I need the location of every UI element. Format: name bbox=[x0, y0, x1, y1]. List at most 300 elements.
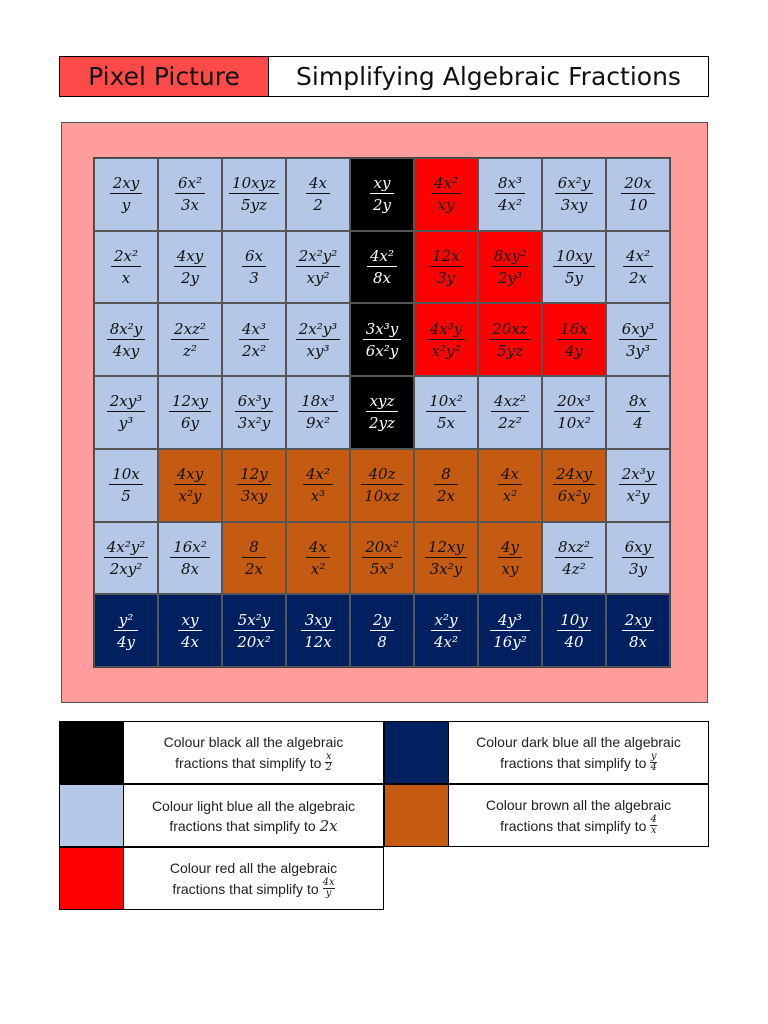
legend-item-black bbox=[59, 721, 384, 784]
grid-cell[interactable] bbox=[542, 449, 606, 522]
fraction-numerator: 2x³y bbox=[621, 465, 655, 484]
algebraic-fraction bbox=[619, 465, 658, 505]
grid-cell[interactable] bbox=[94, 303, 158, 376]
fraction-numerator: 12x bbox=[432, 247, 460, 266]
algebraic-fraction bbox=[111, 247, 141, 287]
fraction-bar bbox=[557, 339, 591, 340]
fraction-denominator: xy bbox=[501, 559, 519, 578]
fraction-denominator: 3y bbox=[628, 559, 647, 578]
grid-cell[interactable] bbox=[542, 303, 606, 376]
grid-cell[interactable] bbox=[222, 449, 286, 522]
legend-line2-text: fractions that simplify to bbox=[169, 817, 316, 834]
algebraic-fraction bbox=[429, 247, 463, 287]
grid-cell[interactable] bbox=[414, 522, 478, 595]
algebraic-fraction bbox=[239, 320, 269, 360]
grid-cell[interactable] bbox=[414, 376, 478, 449]
algebraic-fraction bbox=[301, 611, 335, 651]
fraction-denominator: 3x bbox=[180, 196, 199, 215]
fraction-denominator: 2y bbox=[372, 196, 392, 215]
fraction-bar bbox=[174, 484, 206, 485]
fraction-denominator: 5yz bbox=[241, 196, 267, 215]
legend-line2 bbox=[500, 815, 657, 836]
fraction-bar bbox=[298, 411, 338, 412]
fraction-numerator: 8x bbox=[628, 392, 647, 411]
grid-cell[interactable] bbox=[478, 231, 542, 304]
fraction-denominator: z² bbox=[183, 341, 197, 360]
fraction-bar bbox=[242, 557, 266, 558]
fraction-numerator: 20xz bbox=[492, 319, 528, 338]
fraction-denominator: 5yz bbox=[497, 341, 523, 360]
grid-cell[interactable] bbox=[542, 594, 606, 667]
algebraic-fraction bbox=[427, 320, 466, 360]
legend-item-dark-blue bbox=[384, 721, 709, 784]
target-fraction bbox=[650, 752, 656, 773]
fraction-denominator: y³ bbox=[118, 414, 134, 433]
fraction-denominator: 4y bbox=[564, 341, 583, 360]
algebraic-fraction bbox=[495, 174, 525, 214]
fraction-bar bbox=[229, 193, 279, 194]
fraction-bar bbox=[237, 484, 271, 485]
fraction-denominator: 10x² bbox=[557, 414, 591, 433]
grid-cell[interactable] bbox=[158, 522, 222, 595]
fraction-numerator: 4xy bbox=[176, 247, 204, 266]
fraction-bar bbox=[366, 411, 398, 412]
algebraic-fraction bbox=[303, 465, 333, 505]
algebraic-fraction bbox=[491, 247, 530, 287]
target-fraction bbox=[650, 815, 656, 836]
fraction-denominator: 5y bbox=[564, 269, 584, 288]
fraction-numerator: x²y bbox=[434, 610, 458, 629]
pixel-picture-title: Pixel Picture bbox=[59, 56, 269, 97]
fraction-denominator: 4x² bbox=[433, 632, 459, 651]
fraction-denominator: 6x²y bbox=[557, 487, 591, 506]
fraction-bar bbox=[111, 266, 141, 267]
algebraic-fraction bbox=[114, 611, 138, 651]
fraction-denominator: 3x²y bbox=[237, 414, 271, 433]
fraction-numerator: 20x³ bbox=[557, 392, 591, 411]
algebraic-fraction bbox=[175, 174, 205, 214]
fraction-denominator: 6x²y bbox=[365, 341, 399, 360]
target-denominator: y bbox=[325, 888, 332, 899]
fraction-numerator: 8xy² bbox=[493, 247, 527, 266]
grid-cell[interactable] bbox=[222, 522, 286, 595]
legend-instruction bbox=[124, 784, 384, 847]
algebraic-fraction bbox=[229, 174, 279, 214]
fraction-denominator: 3 bbox=[249, 269, 259, 288]
fraction-bar bbox=[301, 630, 335, 631]
fraction-denominator: 4z² bbox=[562, 559, 586, 578]
colour-swatch bbox=[59, 721, 124, 784]
fraction-numerator: 6x² bbox=[177, 174, 203, 193]
algebraic-fraction bbox=[491, 392, 529, 432]
target-fraction bbox=[325, 752, 331, 773]
colour-swatch bbox=[384, 784, 449, 847]
fraction-numerator: 8x³ bbox=[497, 174, 523, 193]
fraction-bar bbox=[175, 193, 205, 194]
algebraic-fraction bbox=[235, 392, 274, 432]
fraction-numerator: 2y bbox=[372, 610, 392, 629]
algebraic-fraction bbox=[171, 320, 209, 360]
fraction-bar bbox=[557, 630, 591, 631]
fraction-numerator: 4x bbox=[500, 465, 519, 484]
grid-cell[interactable] bbox=[158, 158, 222, 231]
algebraic-fraction bbox=[557, 320, 591, 360]
grid-cell[interactable] bbox=[158, 594, 222, 667]
grid-cell[interactable] bbox=[350, 376, 414, 449]
algebraic-fraction bbox=[363, 320, 402, 360]
fraction-denominator: x²y bbox=[626, 487, 650, 506]
fraction-bar bbox=[361, 484, 402, 485]
fraction-numerator: 2x² bbox=[113, 247, 139, 266]
algebraic-fraction bbox=[367, 247, 397, 287]
fraction-denominator: 3xy bbox=[240, 487, 268, 506]
grid-cell[interactable] bbox=[158, 303, 222, 376]
fraction-bar bbox=[363, 339, 402, 340]
algebraic-fraction bbox=[296, 247, 341, 287]
fraction-bar bbox=[169, 411, 211, 412]
fraction-denominator: 3xy bbox=[560, 196, 588, 215]
algebraic-fraction bbox=[370, 174, 394, 214]
algebraic-fraction bbox=[554, 392, 594, 432]
algebraic-fraction bbox=[622, 611, 654, 651]
fraction-denominator: x³ bbox=[310, 487, 326, 506]
fraction-bar bbox=[235, 411, 274, 412]
fraction-denominator: x²y² bbox=[431, 341, 461, 360]
fraction-bar bbox=[239, 339, 269, 340]
fraction-numerator: 20x² bbox=[365, 537, 399, 556]
fraction-numerator: 10x² bbox=[429, 392, 463, 411]
grid-cell[interactable] bbox=[350, 449, 414, 522]
legend-instruction bbox=[449, 721, 709, 784]
target-numerator: x bbox=[325, 751, 332, 762]
grid-cell[interactable] bbox=[350, 303, 414, 376]
algebraic-fraction bbox=[234, 611, 274, 651]
fraction-denominator: xy² bbox=[306, 269, 330, 288]
fraction-numerator: 4x² bbox=[305, 465, 331, 484]
grid-cell[interactable] bbox=[606, 231, 670, 304]
fraction-denominator: 8 bbox=[377, 632, 387, 651]
grid-cell[interactable] bbox=[414, 594, 478, 667]
fraction-bar bbox=[306, 557, 330, 558]
fraction-denominator: 2x² bbox=[241, 341, 267, 360]
grid-cell[interactable] bbox=[478, 449, 542, 522]
fraction-bar bbox=[555, 193, 594, 194]
fraction-bar bbox=[171, 339, 209, 340]
legend-instruction bbox=[124, 721, 384, 784]
fraction-denominator: 4x² bbox=[497, 196, 523, 215]
legend-line2 bbox=[500, 752, 657, 773]
algebraic-fraction bbox=[555, 174, 594, 214]
fraction-numerator: xyz bbox=[369, 392, 395, 411]
fraction-denominator: 5x bbox=[436, 414, 455, 433]
fraction-bar bbox=[370, 193, 394, 194]
grid-cell[interactable] bbox=[478, 376, 542, 449]
fraction-numerator: 4x³y bbox=[429, 319, 463, 338]
worksheet-title: Simplifying Algebraic Fractions bbox=[268, 56, 709, 97]
algebraic-fraction bbox=[174, 465, 206, 505]
fraction-grid bbox=[93, 157, 671, 668]
fraction-bar bbox=[622, 630, 654, 631]
fraction-denominator: y bbox=[121, 196, 131, 215]
fraction-denominator: 12x bbox=[304, 632, 332, 651]
grid-cell[interactable] bbox=[94, 231, 158, 304]
grid-cell[interactable] bbox=[606, 158, 670, 231]
fraction-numerator: 4x² bbox=[369, 247, 395, 266]
target-numerator: y bbox=[650, 751, 657, 762]
fraction-denominator: 3y bbox=[436, 269, 455, 288]
fraction-numerator: 10x bbox=[112, 465, 140, 484]
fraction-numerator: 6x²y bbox=[557, 174, 591, 193]
algebraic-fraction bbox=[169, 392, 211, 432]
fraction-denominator: 2x bbox=[244, 559, 263, 578]
fraction-bar bbox=[296, 266, 341, 267]
algebraic-fraction bbox=[431, 174, 461, 214]
algebraic-fraction bbox=[306, 174, 330, 214]
algebraic-fraction bbox=[426, 392, 466, 432]
legend-instruction bbox=[449, 784, 709, 847]
fraction-denominator: 9x² bbox=[305, 414, 331, 433]
fraction-denominator: 2y bbox=[180, 269, 199, 288]
algebraic-fraction bbox=[104, 538, 149, 578]
fraction-bar bbox=[114, 630, 138, 631]
grid-cell[interactable] bbox=[606, 303, 670, 376]
fraction-numerator: 8xz² bbox=[558, 537, 590, 556]
grid-cell[interactable] bbox=[542, 376, 606, 449]
fraction-denominator: 2x bbox=[436, 487, 455, 506]
algebraic-fraction bbox=[498, 465, 522, 505]
fraction-bar bbox=[623, 266, 653, 267]
legend-line1: Colour light blue all the algebraic bbox=[151, 797, 356, 814]
grid-cell[interactable] bbox=[478, 522, 542, 595]
algebraic-fraction bbox=[109, 465, 143, 505]
algebraic-fraction bbox=[621, 174, 655, 214]
legend-line2-text: fractions that simplify to bbox=[175, 754, 322, 771]
fraction-denominator: x bbox=[121, 269, 131, 288]
legend-line1: Colour black all the algebraic bbox=[163, 734, 344, 750]
grid-cell[interactable] bbox=[542, 231, 606, 304]
fraction-denominator: 10xz bbox=[364, 487, 400, 506]
fraction-bar bbox=[234, 630, 274, 631]
grid-cell[interactable] bbox=[542, 158, 606, 231]
algebraic-fraction bbox=[553, 247, 595, 287]
algebraic-fraction bbox=[178, 611, 202, 651]
grid-cell[interactable] bbox=[222, 303, 286, 376]
fraction-bar bbox=[554, 411, 594, 412]
fraction-bar bbox=[306, 193, 330, 194]
grid-cell[interactable] bbox=[286, 594, 350, 667]
fraction-numerator: 6xy bbox=[624, 537, 652, 556]
target-denominator: x bbox=[650, 825, 657, 836]
fraction-denominator: 2xy² bbox=[109, 559, 143, 578]
fraction-denominator: 8x bbox=[372, 269, 391, 288]
fraction-bar bbox=[427, 339, 466, 340]
grid-cell[interactable] bbox=[606, 522, 670, 595]
fraction-denominator: 2x bbox=[628, 269, 647, 288]
fraction-numerator: 8x²y bbox=[109, 319, 143, 338]
grid-cell[interactable] bbox=[414, 158, 478, 231]
grid-cell[interactable] bbox=[350, 158, 414, 231]
grid-cell[interactable] bbox=[606, 594, 670, 667]
legend-item-brown bbox=[384, 784, 709, 847]
grid-cell[interactable] bbox=[478, 303, 542, 376]
fraction-numerator: 3xy bbox=[304, 610, 332, 629]
grid-cell[interactable] bbox=[286, 231, 350, 304]
colour-swatch bbox=[384, 721, 449, 784]
grid-cell[interactable] bbox=[94, 522, 158, 595]
algebraic-fraction bbox=[626, 392, 650, 432]
grid-cell[interactable] bbox=[350, 594, 414, 667]
fraction-numerator: 4x³ bbox=[241, 319, 267, 338]
fraction-numerator: 2xy bbox=[112, 174, 140, 193]
algebraic-fraction bbox=[361, 465, 402, 505]
algebraic-fraction bbox=[425, 538, 467, 578]
algebraic-fraction bbox=[557, 611, 591, 651]
fraction-bar bbox=[434, 484, 458, 485]
fraction-bar bbox=[370, 630, 394, 631]
fraction-numerator: 20x bbox=[624, 174, 652, 193]
fraction-denominator: 20x² bbox=[237, 632, 271, 651]
algebraic-fraction bbox=[170, 538, 210, 578]
fraction-bar bbox=[178, 630, 202, 631]
fraction-bar bbox=[362, 557, 402, 558]
algebraic-fraction bbox=[553, 465, 595, 505]
legend-line2 bbox=[169, 816, 337, 836]
grid-cell[interactable] bbox=[94, 594, 158, 667]
fraction-bar bbox=[553, 484, 595, 485]
fraction-bar bbox=[622, 557, 654, 558]
fraction-numerator: 4xz² bbox=[494, 392, 526, 411]
fraction-numerator: 2xy bbox=[624, 610, 652, 629]
fraction-denominator: 16y² bbox=[493, 632, 527, 651]
fraction-bar bbox=[242, 266, 266, 267]
algebraic-fraction bbox=[431, 611, 461, 651]
grid-cell[interactable] bbox=[286, 376, 350, 449]
fraction-denominator: 5x³ bbox=[369, 559, 395, 578]
algebraic-fraction bbox=[242, 247, 266, 287]
fraction-denominator: 2z² bbox=[498, 414, 522, 433]
fraction-numerator: 6x³y bbox=[237, 392, 271, 411]
grid-cell[interactable] bbox=[414, 449, 478, 522]
grid-cell[interactable] bbox=[94, 449, 158, 522]
grid-cell[interactable] bbox=[350, 231, 414, 304]
fraction-bar bbox=[303, 484, 333, 485]
fraction-bar bbox=[425, 557, 467, 558]
legend-instruction bbox=[124, 847, 384, 910]
algebraic-fraction bbox=[298, 392, 338, 432]
grid-cell[interactable] bbox=[158, 449, 222, 522]
grid-cell[interactable] bbox=[606, 376, 670, 449]
grid-cell[interactable] bbox=[414, 231, 478, 304]
fraction-bar bbox=[110, 193, 142, 194]
grid-cell[interactable] bbox=[478, 158, 542, 231]
fraction-denominator: xy bbox=[437, 196, 455, 215]
fraction-numerator: 4x²y² bbox=[106, 537, 146, 556]
legend-line2-text: fractions that simplify to bbox=[500, 817, 647, 834]
fraction-bar bbox=[555, 557, 593, 558]
algebraic-fraction bbox=[370, 611, 394, 651]
fraction-numerator: 4xy bbox=[176, 465, 204, 484]
grid-cell[interactable] bbox=[222, 231, 286, 304]
legend-line2 bbox=[175, 752, 332, 773]
grid-cell[interactable] bbox=[286, 449, 350, 522]
fraction-numerator: 2xy³ bbox=[109, 392, 143, 411]
fraction-numerator: 40z bbox=[368, 465, 396, 484]
fraction-denominator: 2y³ bbox=[497, 269, 523, 288]
fraction-numerator: 12xy bbox=[427, 537, 465, 556]
algebraic-fraction bbox=[623, 247, 653, 287]
fraction-denominator: 5 bbox=[121, 487, 131, 506]
fraction-denominator: 4x bbox=[180, 632, 199, 651]
fraction-bar bbox=[367, 266, 397, 267]
algebraic-fraction bbox=[489, 320, 530, 360]
grid-cell[interactable] bbox=[158, 376, 222, 449]
fraction-numerator: 6x bbox=[244, 247, 263, 266]
algebraic-fraction bbox=[306, 538, 330, 578]
fraction-bar bbox=[489, 339, 530, 340]
grid-cell[interactable] bbox=[350, 522, 414, 595]
grid-cell[interactable] bbox=[606, 449, 670, 522]
algebraic-fraction bbox=[619, 320, 658, 360]
grid-cell[interactable] bbox=[222, 376, 286, 449]
fraction-denominator: 2yz bbox=[369, 414, 395, 433]
fraction-numerator: 18x³ bbox=[301, 392, 335, 411]
legend-line1: Colour brown all the algebraic bbox=[485, 797, 672, 813]
grid-cell[interactable] bbox=[286, 158, 350, 231]
algebraic-fraction bbox=[622, 538, 654, 578]
fraction-numerator: 8 bbox=[249, 537, 259, 556]
grid-cell[interactable] bbox=[222, 594, 286, 667]
fraction-bar bbox=[170, 557, 210, 558]
fraction-denominator: x² bbox=[310, 559, 326, 578]
algebraic-fraction bbox=[366, 392, 398, 432]
algebraic-fraction bbox=[242, 538, 266, 578]
grid-cell[interactable] bbox=[414, 303, 478, 376]
target-expression: 2x bbox=[319, 816, 338, 835]
fraction-bar bbox=[431, 193, 461, 194]
fraction-numerator: 3x³y bbox=[365, 319, 399, 338]
fraction-bar bbox=[490, 630, 530, 631]
target-denominator: 2 bbox=[325, 762, 332, 773]
algebraic-fraction bbox=[555, 538, 593, 578]
legend-line1: Colour dark blue all the algebraic bbox=[476, 734, 681, 750]
target-numerator: 4x bbox=[322, 877, 335, 888]
grid-cell[interactable] bbox=[286, 303, 350, 376]
fraction-bar bbox=[491, 266, 530, 267]
fraction-denominator: 10 bbox=[628, 196, 648, 215]
fraction-bar bbox=[174, 266, 206, 267]
fraction-numerator: 10xy bbox=[555, 247, 593, 266]
fraction-numerator: 5x²y bbox=[237, 610, 271, 629]
legend-item-light-blue bbox=[59, 784, 384, 847]
fraction-numerator: 10xyz bbox=[232, 174, 276, 193]
fraction-bar bbox=[426, 411, 466, 412]
legend-item-red bbox=[59, 847, 384, 910]
fraction-bar bbox=[296, 339, 341, 340]
grid-cell[interactable] bbox=[158, 231, 222, 304]
grid-cell[interactable] bbox=[478, 594, 542, 667]
grid-cell[interactable] bbox=[286, 522, 350, 595]
fraction-denominator: 3y³ bbox=[625, 341, 651, 360]
fraction-numerator: 2x²y² bbox=[298, 247, 338, 266]
legend-line2 bbox=[172, 878, 334, 899]
grid-cell[interactable] bbox=[222, 158, 286, 231]
grid-cell[interactable] bbox=[94, 158, 158, 231]
algebraic-fraction bbox=[490, 611, 530, 651]
fraction-bar bbox=[431, 630, 461, 631]
grid-cell[interactable] bbox=[542, 522, 606, 595]
fraction-denominator: x²y bbox=[178, 487, 202, 506]
grid-cell[interactable] bbox=[94, 376, 158, 449]
